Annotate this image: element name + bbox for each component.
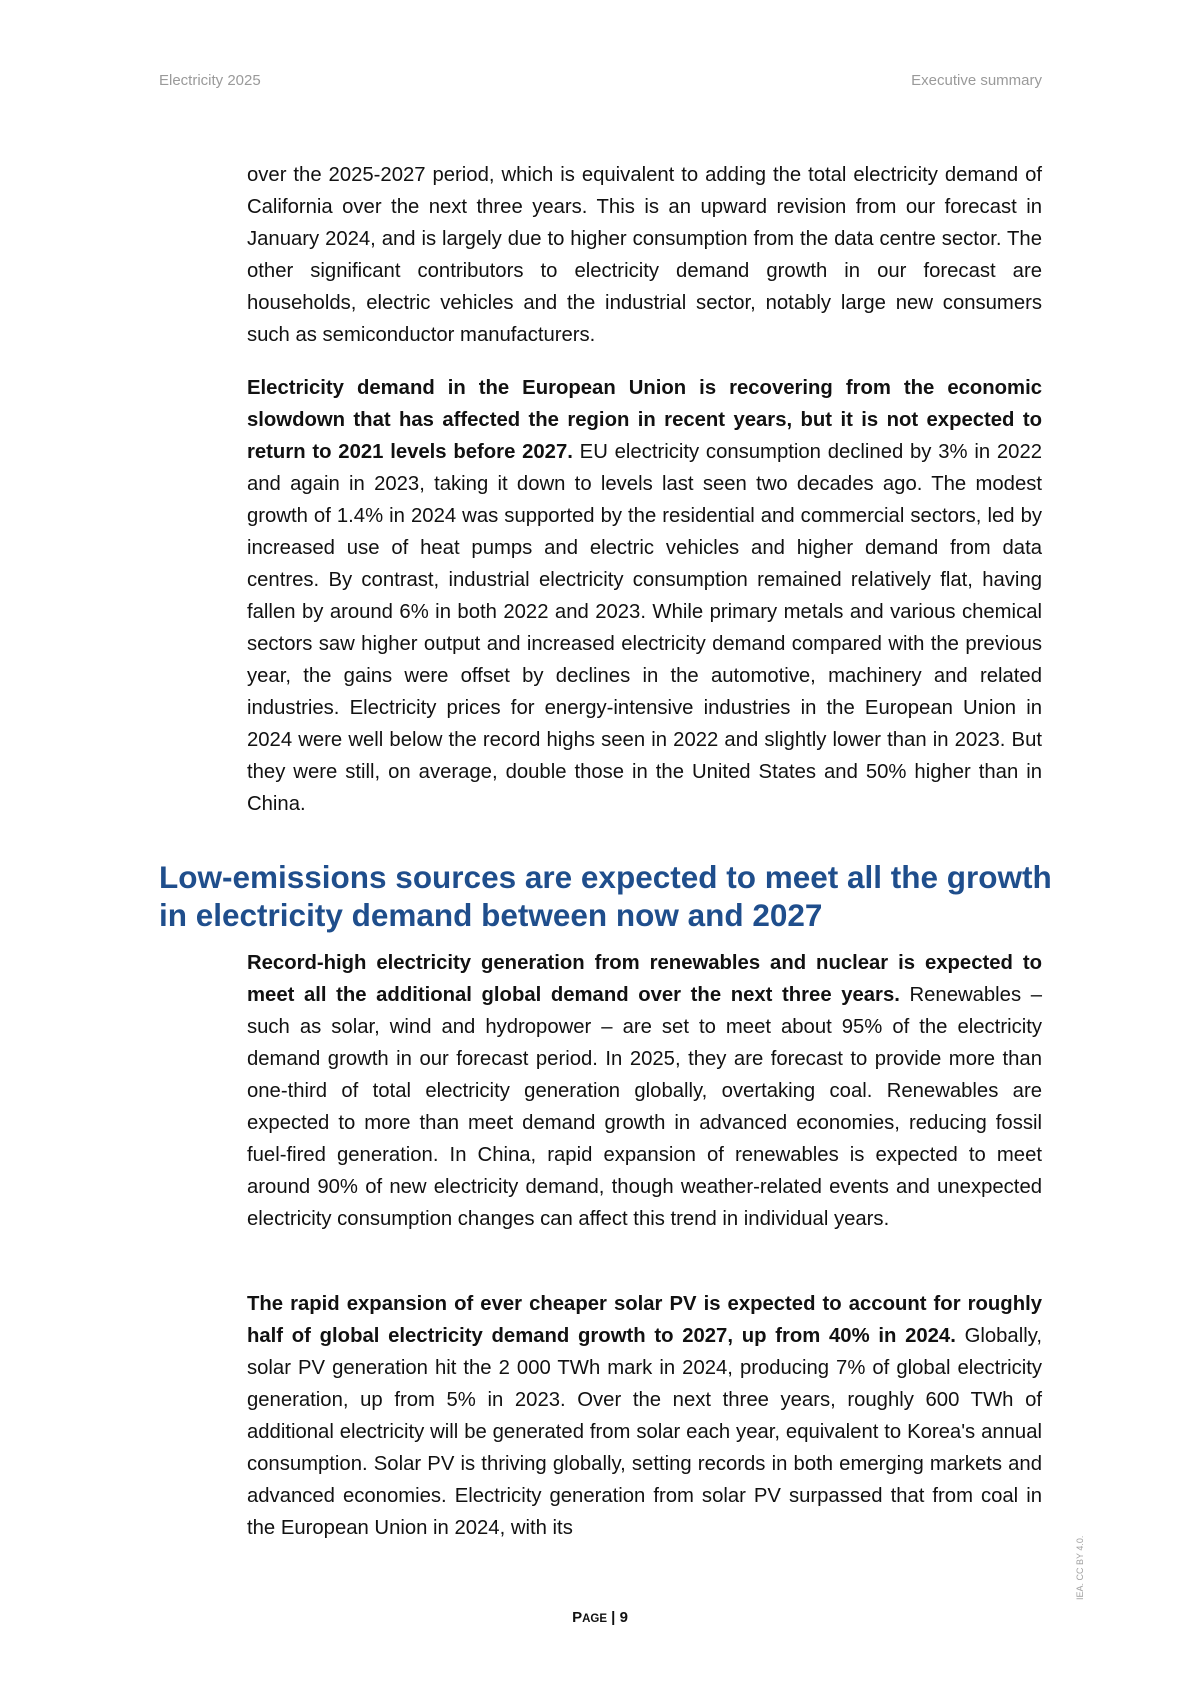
page-number: 9	[619, 1609, 628, 1626]
page-label-initial: P	[572, 1609, 583, 1626]
paragraph-text: Globally, solar PV generation hit the 2 000 TWh mark in 2024, producing 7% of global electricity generation, up from 5% in 2023. Over the next three years, roughly 600 TWh of additional electricity will be generated from solar each year, equivalent to Korea's annual consumption. Solar PV is thriving globally, setting records in both emerging markets and advanced economies. Electricity generation from solar PV surpassed that from coal in the European Union in 2024, with its	[247, 1325, 1042, 1539]
page-label-rest: AGE	[582, 1613, 608, 1625]
body-paragraph-3	[247, 947, 1042, 1235]
body-paragraph-2	[247, 372, 1042, 820]
paragraph-text: over the 2025-2027 period, which is equivalent to adding the total electricity demand of California over the next three years. This is an upward revision from our forecast in January 2024, and is largely due to higher consumption from the data centre sector. The other significant contributors to electricity demand growth in our forecast are households, electric vehicles and the industrial sector, notably large new consumers such as semiconductor manufacturers.	[247, 164, 1042, 346]
body-paragraph-4	[247, 1288, 1042, 1544]
paragraph-lead: The rapid expansion of ever cheaper solar PV is expected to account for roughly half of global electricity demand growth to 2027, up from 40% in 2024.	[247, 1293, 1042, 1347]
body-paragraph-1	[247, 159, 1042, 351]
paragraph-text: EU electricity consumption declined by 3% in 2022 and again in 2023, taking it down to levels last seen two decades ago. The modest growth of 1.4% in 2024 was supported by the residential and commercial sectors, led by increased use of heat pumps and electric vehicles and higher demand from data centres. By contrast, industrial electricity consumption remained relatively flat, having fallen by around 6% in both 2022 and 2023. While primary metals and various chemical sectors saw higher output and increased electricity demand compared with the previous year, the gains were offset by declines in the automotive, machinery and related industries. Electricity prices for energy-intensive industries in the European Union in 2024 were well below the record highs seen in 2022 and slightly lower than in 2023. But they were still, on average, double those in the United States and 50% higher than in China.	[247, 441, 1043, 815]
page-separator: |	[607, 1609, 620, 1626]
running-header-title: Electricity 2025	[159, 72, 261, 89]
page-footer	[0, 1609, 1200, 1626]
paragraph-text: Renewables – such as solar, wind and hydropower – are set to meet about 95% of the electricity demand growth in our forecast period. In 2025, they are forecast to provide more than one-third of total electricity generation globally, overtaking coal. Renewables are expected to more than meet demand growth in advanced economies, reducing fossil fuel-fired generation. In China, rapid expansion of renewables is expected to meet around 90% of new electricity demand, though weather-related events and unexpected electricity consumption changes can affect this trend in individual years.	[247, 984, 1042, 1230]
section-heading: Low-emissions sources are expected to meet all the growth in electricity demand between now and 2027	[159, 859, 1052, 933]
license-notice: IEA. CC BY 4.0.	[1075, 1535, 1085, 1600]
running-header-section: Executive summary	[911, 72, 1042, 89]
paragraph-lead: Record-high electricity generation from renewables and nuclear is expected to meet all the additional global demand over the next three years.	[247, 952, 1042, 1006]
paragraph-lead: Electricity demand in the European Union is recovering from the economic slowdown that has affected the region in recent years, but it is not expected to return to 2021 levels before 2027.	[247, 377, 1042, 463]
